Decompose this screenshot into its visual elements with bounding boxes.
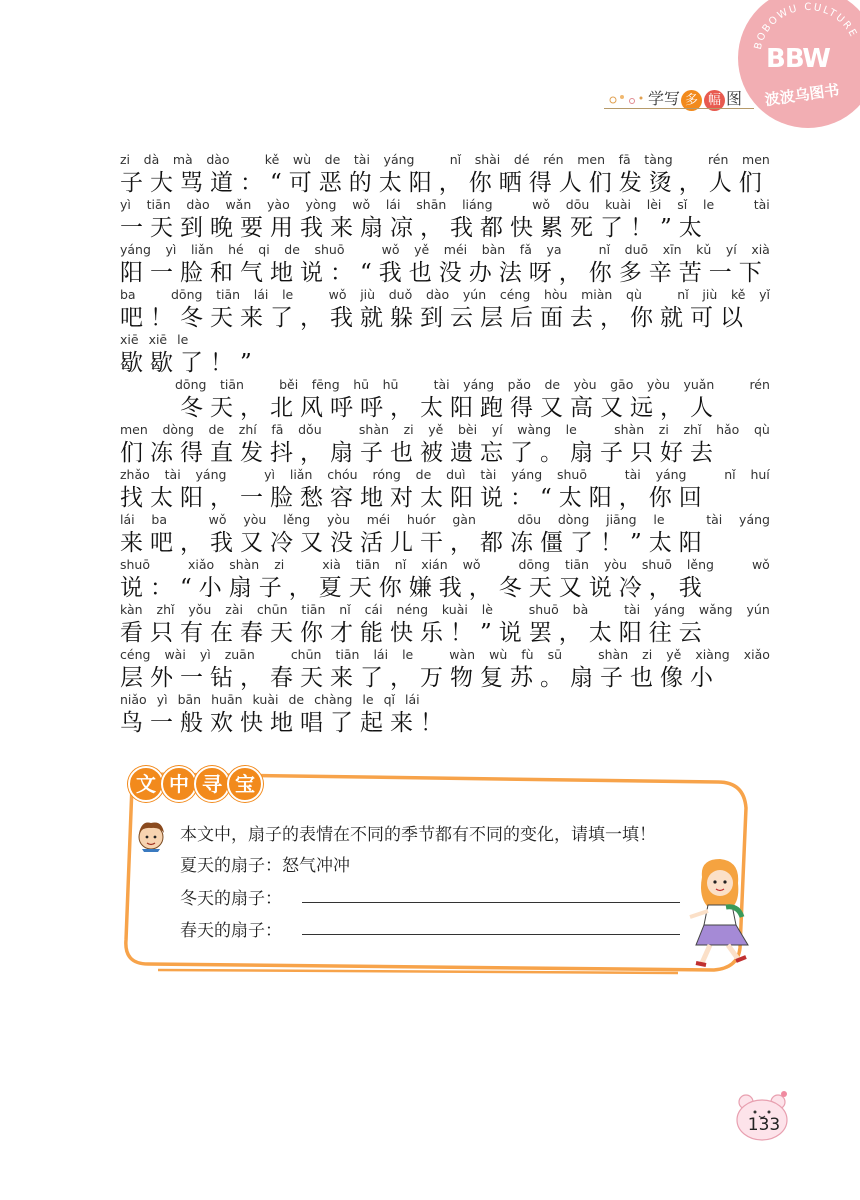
pinyin-syllable: yòu	[243, 512, 267, 527]
pinyin-syllable: tài	[624, 602, 641, 617]
pinyin-syllable: jiù	[360, 287, 376, 302]
pinyin-syllable: tài	[353, 152, 370, 167]
header-underline	[604, 108, 754, 109]
badge-publisher-name: 波波乌图书	[763, 80, 841, 110]
pinyin-syllable: wǎn	[225, 197, 252, 212]
pinyin-syllable: yí	[491, 422, 503, 437]
pinyin-syllable: xiàng	[695, 647, 730, 662]
pinyin-syllable: men	[577, 152, 606, 167]
pinyin-syllable	[508, 195, 516, 215]
pinyin-syllable: shàn	[598, 647, 629, 662]
pinyin-syllable	[427, 645, 435, 665]
pinyin-line	[120, 285, 770, 305]
pinyin-syllable: sū	[547, 647, 563, 662]
pinyin-syllable: yòng	[305, 197, 337, 212]
pinyin-syllable	[307, 285, 315, 305]
hanzi-line: 歇歇了！”	[120, 350, 259, 376]
pinyin-syllable: kuài	[252, 692, 279, 707]
story-line	[120, 555, 770, 600]
pinyin-syllable: jiāng	[606, 512, 637, 527]
pinyin-syllable: yě	[428, 422, 444, 437]
pinyin-syllable: fā	[618, 152, 631, 167]
pinyin-syllable: yún	[746, 602, 770, 617]
pinyin-syllable: le	[402, 647, 414, 662]
pinyin-syllable: tài	[164, 467, 181, 482]
hanzi-line: 说：“小扇子，夏天你嫌我，冬天又说冷，我	[120, 575, 709, 601]
pinyin-syllable: dào	[425, 287, 450, 302]
pinyin-syllable: chàng	[314, 692, 353, 707]
pinyin-syllable: xiē	[120, 332, 139, 347]
pinyin-syllable: de	[284, 242, 300, 257]
pinyin-syllable: yǐ	[759, 287, 770, 302]
pinyin-syllable	[656, 285, 664, 305]
treasure-title-char: 寻	[194, 766, 230, 802]
header-circle-char-2: 幅	[704, 90, 725, 111]
pinyin-syllable: yì	[199, 647, 211, 662]
pinyin-syllable: shài	[474, 152, 501, 167]
pinyin-syllable: mà	[172, 152, 193, 167]
pinyin-syllable: kě	[730, 287, 746, 302]
pinyin-syllable: dòng	[557, 512, 590, 527]
pinyin-syllable: qǐ	[383, 692, 395, 707]
pinyin-syllable: jiù	[702, 287, 718, 302]
pinyin-syllable: wǒ	[352, 197, 371, 212]
treasure-title-char: 文	[128, 766, 164, 802]
pinyin-syllable: yì	[156, 692, 168, 707]
hanzi-line: 吧！冬天来了，我就躲到云层后面去，你就可以	[120, 305, 750, 331]
pinyin-syllable: dōu	[517, 512, 542, 527]
pinyin-syllable: kě	[264, 152, 280, 167]
pinyin-syllable: dà	[143, 152, 160, 167]
pinyin-syllable: méi	[443, 242, 468, 257]
pinyin-syllable	[729, 555, 737, 575]
pinyin-line	[120, 240, 770, 260]
pinyin-syllable: yáng	[655, 467, 687, 482]
pinyin-syllable: le	[702, 197, 715, 212]
hanzi-line: 子大骂道：“可恶的太阳，你晒得人们发烫，人们	[120, 170, 769, 196]
story-line	[120, 465, 770, 510]
hanzi-line: 阳一脸和气地说：“我也没办法呀，你多辛苦一下	[120, 260, 769, 286]
winter-answer-line[interactable]	[302, 902, 680, 903]
flower-decoration-icon	[608, 92, 648, 106]
pinyin-syllable	[591, 420, 599, 440]
pinyin-syllable: de	[324, 152, 341, 167]
pinyin-syllable: le	[282, 287, 294, 302]
pinyin-syllable: kǔ	[696, 242, 712, 257]
pinyin-syllable: chóu	[327, 467, 358, 482]
pinyin-syllable: tiān	[220, 377, 244, 392]
pinyin-syllable: zi	[274, 557, 285, 572]
story-line	[120, 330, 770, 375]
pinyin-syllable: dào	[206, 152, 230, 167]
story-line	[120, 375, 770, 420]
pinyin-syllable: hòu	[543, 287, 568, 302]
pinyin-syllable: nǐ	[449, 152, 462, 167]
pinyin-syllable: shàn	[358, 422, 389, 437]
pinyin-syllable	[165, 555, 173, 575]
pinyin-syllable: gāo	[610, 377, 634, 392]
pinyin-syllable: shuō	[641, 557, 672, 572]
header-text-before: 学写	[648, 89, 681, 108]
pinyin-syllable: lèi	[646, 197, 662, 212]
pinyin-syllable	[681, 510, 689, 530]
pinyin-syllable: néng	[396, 602, 429, 617]
pinyin-syllable: yún	[462, 287, 487, 302]
pinyin-syllable	[730, 195, 738, 215]
pinyin-syllable: shàn	[614, 422, 645, 437]
pinyin-syllable: rén	[707, 152, 729, 167]
pinyin-syllable: lěng	[283, 512, 311, 527]
pinyin-line	[120, 195, 770, 215]
pinyin-syllable: bà	[572, 602, 589, 617]
pinyin-syllable	[602, 465, 610, 485]
pinyin-syllable: hū	[353, 377, 370, 392]
pinyin-syllable: yáng	[195, 467, 227, 482]
pinyin-line	[120, 690, 770, 710]
pinyin-syllable: duǒ	[388, 287, 413, 302]
pinyin-syllable: nǐ	[677, 287, 689, 302]
pinyin-syllable: shān	[416, 197, 447, 212]
pinyin-syllable: lái	[120, 512, 135, 527]
pinyin-syllable: zi	[403, 422, 414, 437]
pinyin-syllable: hū	[382, 377, 399, 392]
pinyin-syllable: wǎng	[698, 602, 733, 617]
pinyin-syllable: xià	[322, 557, 341, 572]
pinyin-syllable: pǎo	[507, 377, 531, 392]
pinyin-syllable: lè	[481, 602, 493, 617]
pinyin-syllable: lái	[385, 197, 401, 212]
pinyin-syllable: yě	[414, 242, 430, 257]
pinyin-syllable: qù	[626, 287, 642, 302]
pinyin-syllable: le	[177, 332, 189, 347]
pinyin-syllable: fā	[271, 422, 284, 437]
pinyin-syllable: xiē	[148, 332, 168, 347]
pinyin-syllable: shàn	[229, 557, 260, 572]
pinyin-syllable: zhǐ	[683, 422, 702, 437]
pinyin-syllable: dé	[513, 152, 530, 167]
pinyin-syllable: yòu	[603, 557, 627, 572]
pinyin-syllable: gàn	[452, 512, 476, 527]
pinyin-syllable: bàn	[481, 242, 506, 257]
pinyin-syllable: nǐ	[598, 242, 611, 257]
pinyin-syllable: yì	[120, 197, 131, 212]
spring-prompt: 春天的扇子：	[180, 921, 282, 941]
pinyin-syllable: wài	[164, 647, 186, 662]
pinyin-syllable: tài	[480, 467, 497, 482]
pinyin-syllable: kàn	[120, 602, 143, 617]
spring-answer-line[interactable]	[302, 934, 680, 935]
treasure-question: 本文中，扇子的表情在不同的季节都有不同的变化，请填一填！	[180, 825, 656, 845]
pinyin-syllable: yáng	[120, 242, 151, 257]
pinyin-syllable: wàng	[517, 422, 552, 437]
pinyin-syllable: le	[362, 692, 374, 707]
pinyin-syllable	[359, 240, 367, 260]
pinyin-syllable	[507, 600, 515, 620]
story-line	[120, 600, 770, 645]
pinyin-syllable: tàng	[644, 152, 673, 167]
pinyin-syllable: huí	[750, 467, 770, 482]
pinyin-syllable: wù	[489, 647, 508, 662]
pinyin-syllable	[258, 375, 266, 395]
pinyin-syllable: wǒ	[208, 512, 227, 527]
pinyin-line	[120, 510, 770, 530]
pinyin-syllable: niǎo	[120, 692, 147, 707]
pinyin-syllable: bèi	[458, 422, 478, 437]
pinyin-syllable: lái	[253, 287, 269, 302]
pinyin-syllable: de	[544, 377, 561, 392]
pinyin-syllable: yáng	[654, 602, 685, 617]
pinyin-syllable: fēng	[311, 377, 340, 392]
pinyin-syllable	[701, 465, 709, 485]
pinyin-syllable	[269, 645, 277, 665]
pinyin-syllable: yòu	[326, 512, 350, 527]
pinyin-syllable: tiān	[301, 602, 326, 617]
hanzi-line: 来吧，我又冷又没活儿干，都冻僵了！”太阳	[120, 530, 709, 556]
pinyin-syllable: tiān	[355, 557, 380, 572]
pinyin-syllable: dào	[186, 197, 210, 212]
pinyin-syllable: tiān	[564, 557, 589, 572]
pinyin-syllable: nǐ	[339, 602, 351, 617]
pinyin-syllable: zi	[642, 647, 653, 662]
pinyin-syllable: le	[565, 422, 577, 437]
pinyin-syllable: dōng	[175, 377, 207, 392]
pinyin-line	[120, 600, 770, 620]
story-line	[120, 285, 770, 330]
pinyin-syllable: yáng	[463, 377, 495, 392]
pinyin-syllable: shuō	[528, 602, 559, 617]
pinyin-syllable: shuō	[556, 467, 587, 482]
treasure-title	[128, 766, 260, 800]
pinyin-syllable: tài	[624, 467, 641, 482]
pinyin-line	[120, 375, 770, 395]
pinyin-syllable: wàn	[449, 647, 476, 662]
pinyin-syllable	[576, 240, 584, 260]
pinyin-syllable: wù	[292, 152, 312, 167]
pinyin-syllable: de	[208, 422, 225, 437]
hanzi-line: 冬天，北风呼呼，太阳跑得又高又远，人	[180, 395, 720, 421]
pinyin-syllable: wǒ	[751, 557, 770, 572]
pinyin-syllable: zhǎo	[120, 467, 150, 482]
pinyin-syllable	[686, 150, 694, 170]
pinyin-syllable: tiān	[335, 647, 360, 662]
pinyin-syllable: yí	[725, 242, 737, 257]
pinyin-syllable: shuō	[314, 242, 345, 257]
pinyin-syllable: zhǐ	[156, 602, 175, 617]
pinyin-line	[120, 420, 770, 440]
pinyin-syllable: liáng	[462, 197, 493, 212]
pinyin-syllable	[496, 555, 504, 575]
pinyin-syllable: huān	[211, 692, 243, 707]
pinyin-syllable: kuài	[605, 197, 631, 212]
pinyin-syllable: ba	[120, 287, 136, 302]
publisher-badge	[738, 0, 860, 128]
hanzi-line: 看只有在春天你才能快乐！”说罢，太阳往云	[120, 620, 709, 646]
pinyin-syllable: ba	[151, 512, 168, 527]
pinyin-line	[120, 465, 770, 485]
pinyin-syllable	[299, 555, 307, 575]
pinyin-syllable: chūn	[290, 647, 322, 662]
pinyin-syllable	[243, 150, 251, 170]
story-text	[120, 150, 770, 735]
pinyin-syllable: tiān	[216, 287, 241, 302]
pinyin-syllable: nǐ	[724, 467, 736, 482]
story-line	[120, 195, 770, 240]
story-line	[120, 510, 770, 555]
pinyin-syllable	[241, 465, 249, 485]
pinyin-syllable: zhí	[238, 422, 257, 437]
hanzi-line: 层外一钻，春天来了，万物复苏。扇子也像小	[120, 665, 720, 691]
story-line	[120, 645, 770, 690]
pinyin-syllable: duō	[624, 242, 649, 257]
pinyin-syllable: yuǎn	[683, 377, 715, 392]
pinyin-syllable: wǒ	[328, 287, 347, 302]
pinyin-syllable: yào	[267, 197, 290, 212]
pinyin-syllable: yǒu	[188, 602, 212, 617]
pinyin-syllable: ya	[546, 242, 562, 257]
pinyin-syllable	[576, 645, 584, 665]
pinyin-syllable: tài	[753, 197, 770, 212]
hanzi-line: 找太阳，一脸愁容地对太阳说：“太阳，你回	[120, 485, 709, 511]
story-line	[120, 690, 770, 735]
pinyin-line	[120, 555, 770, 575]
running-girl-illustration	[680, 855, 760, 970]
pinyin-syllable: qi	[258, 242, 270, 257]
pinyin-syllable: wǒ	[462, 557, 481, 572]
pinyin-syllable: zài	[225, 602, 243, 617]
story-line	[120, 150, 770, 195]
pinyin-syllable: hé	[228, 242, 244, 257]
pinyin-syllable: tài	[433, 377, 450, 392]
pinyin-syllable: liǎn	[289, 467, 313, 482]
pinyin-syllable: dōng	[518, 557, 550, 572]
pinyin-syllable: chūn	[256, 602, 288, 617]
pinyin-syllable: lái	[405, 692, 420, 707]
pinyin-line	[120, 645, 770, 665]
pinyin-syllable: dōu	[565, 197, 590, 212]
pinyin-syllable: yòu	[646, 377, 670, 392]
pinyin-syllable: méi	[366, 512, 391, 527]
pinyin-syllable: yáng	[511, 467, 543, 482]
pinyin-syllable: cái	[364, 602, 383, 617]
pinyin-syllable	[728, 375, 736, 395]
pinyin-syllable: le	[653, 512, 665, 527]
boy-avatar-icon	[134, 818, 168, 852]
hanzi-line: 们冻得直发抖，扇子也被遗忘了。扇子只好去	[120, 440, 720, 466]
pinyin-syllable: fǎ	[519, 242, 532, 257]
pinyin-syllable: yì	[165, 242, 177, 257]
pinyin-syllable: de	[415, 467, 432, 482]
pinyin-syllable: rén	[749, 377, 770, 392]
pinyin-syllable: huór	[406, 512, 436, 527]
hanzi-line: 鸟一般欢快地唱了起来！	[120, 710, 450, 736]
pinyin-syllable: xiǎo	[188, 557, 215, 572]
pinyin-syllable: róng	[372, 467, 401, 482]
pinyin-syllable: hǎo	[716, 422, 740, 437]
pinyin-syllable: tài	[706, 512, 723, 527]
pinyin-syllable: dòng	[162, 422, 194, 437]
summer-answer: 夏天的扇子：怒气冲冲	[180, 856, 350, 876]
pinyin-syllable: duì	[446, 467, 466, 482]
badge-logo: BBW	[766, 44, 830, 74]
pinyin-syllable	[336, 420, 344, 440]
pinyin-syllable: zi	[658, 422, 669, 437]
pinyin-syllable: yòu	[573, 377, 597, 392]
pinyin-syllable: xīn	[662, 242, 682, 257]
pinyin-syllable: yì	[264, 467, 276, 482]
pinyin-syllable: miàn	[581, 287, 613, 302]
pinyin-syllable: qù	[753, 422, 770, 437]
pinyin-syllable: tiān	[146, 197, 171, 212]
pinyin-syllable: dǒu	[298, 422, 322, 437]
pinyin-syllable: nǐ	[394, 557, 407, 572]
pinyin-syllable: bān	[177, 692, 202, 707]
header-circle-char-1: 多	[681, 90, 702, 111]
story-line	[120, 240, 770, 285]
pinyin-syllable: yě	[666, 647, 682, 662]
pinyin-syllable: zuān	[224, 647, 255, 662]
pinyin-syllable: céng	[499, 287, 531, 302]
pinyin-syllable: rén	[543, 152, 564, 167]
pinyin-syllable: dōng	[170, 287, 203, 302]
pinyin-syllable: shuō	[120, 557, 151, 572]
pinyin-syllable	[149, 285, 157, 305]
badge-arc-label: BOBOWU CULTURE	[752, 1, 860, 51]
pinyin-syllable: kuài	[441, 602, 468, 617]
pinyin-syllable	[412, 375, 420, 395]
pinyin-line	[120, 150, 770, 170]
pinyin-syllable: yáng	[739, 512, 770, 527]
pinyin-syllable: de	[288, 692, 305, 707]
pinyin-syllable: men	[120, 422, 148, 437]
pinyin-syllable	[602, 600, 610, 620]
pinyin-syllable: sǐ	[677, 197, 688, 212]
pinyin-syllable: běi	[279, 377, 299, 392]
page-number: 133	[747, 1115, 781, 1135]
pinyin-syllable	[428, 150, 436, 170]
pinyin-syllable: fù	[521, 647, 534, 662]
pinyin-line	[120, 330, 770, 350]
hanzi-line: 一天到晚要用我来扇凉，我都快累死了！”太	[120, 215, 709, 241]
pinyin-syllable	[184, 510, 192, 530]
pinyin-syllable: yáng	[383, 152, 415, 167]
pinyin-syllable: liǎn	[190, 242, 214, 257]
pinyin-syllable: zi	[120, 152, 131, 167]
pinyin-syllable: men	[742, 152, 770, 167]
pinyin-syllable: lěng	[686, 557, 714, 572]
pinyin-syllable: xiǎo	[743, 647, 770, 662]
pinyin-syllable: céng	[120, 647, 151, 662]
header-text-after: 图	[726, 89, 743, 108]
story-line	[120, 420, 770, 465]
winter-prompt: 冬天的扇子：	[180, 889, 282, 909]
pinyin-syllable	[493, 510, 501, 530]
treasure-title-char: 中	[161, 766, 197, 802]
pinyin-syllable: xià	[751, 242, 770, 257]
pinyin-syllable: wǒ	[532, 197, 550, 212]
pinyin-syllable: xián	[421, 557, 448, 572]
treasure-title-char: 宝	[227, 766, 263, 802]
pinyin-syllable: wǒ	[381, 242, 400, 257]
pinyin-syllable: lái	[373, 647, 389, 662]
